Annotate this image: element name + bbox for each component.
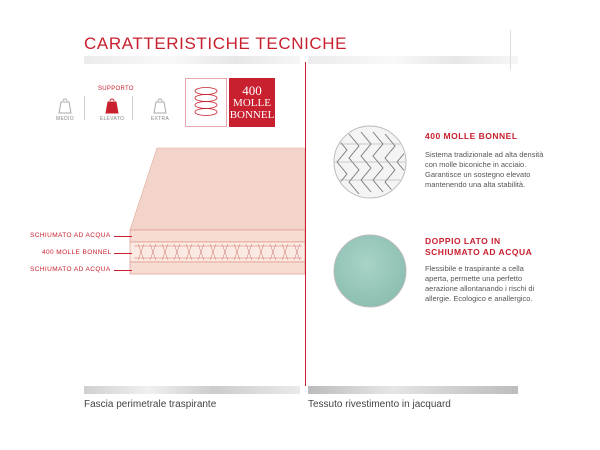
divider [132,96,133,120]
decorative-strip [308,56,518,64]
foam-layer-bottom [130,262,305,274]
feature-title-foam [425,236,532,258]
section-divider [305,62,306,386]
support-option-extra[interactable]: EXTRA [150,116,170,122]
molle-bonnel-badge [229,78,275,127]
spring-closeup-image [332,124,408,200]
feature-line: Sistema tradizionale ad alta densità [425,150,544,159]
badge-line1: MOLLE [233,97,271,109]
leader-line [114,236,132,237]
coil-spring-box [185,78,227,127]
divider [510,30,511,70]
layer-label-bottom: SCHIUMATO AD ACQUA [30,266,111,273]
page-title: CARATTERISTICHE TECNICHE [84,34,348,53]
mattress-cross-section [100,140,310,280]
weight-icon-medio[interactable] [57,96,73,114]
spring-layer [130,242,305,262]
support-label: SUPPORTO [98,86,134,92]
feature-line: aerazione allontanando i rischi di [425,284,535,293]
badge-number: 400 [242,83,262,98]
layer-label-top: SCHIUMATO AD ACQUA [30,232,111,239]
decorative-strip [84,56,300,64]
feature-line: mantenendo una alta stabilità. [425,180,526,189]
feature-line: aperta, permette una perfetto [425,274,523,283]
feature-line: Garantisce un sostegno elevato [425,170,531,179]
feature-line: con molle biconiche in acciaio. [425,160,527,169]
coil-spring-icon [186,79,226,126]
mattress-top-surface [130,148,305,230]
foam-closeup-image [332,233,408,309]
fabric-strip-right [308,386,518,394]
leader-line [114,253,132,254]
fabric-strip-left [84,386,300,394]
feature-line: Flessibile e traspirante a cella [425,264,524,273]
feature-title-springs: 400 MOLLE BONNEL [425,131,518,141]
support-option-medio[interactable]: MEDIO [56,116,74,122]
feature-title-line: SCHIUMATO AD ACQUA [425,247,533,257]
foam-layer-top [130,230,305,242]
badge-line2: BONNEL [229,109,275,121]
feature-title-line: DOPPIO LATO IN [425,236,501,246]
weight-icon-extra[interactable] [152,96,168,114]
divider [84,96,85,120]
caption-right: Tessuto rivestimento in jacquard [308,399,451,410]
leader-line [114,270,132,271]
support-option-elevato[interactable]: ELEVATO [99,116,125,122]
feature-line: allergie. Ecologico e anallergico. [425,294,533,303]
feature-desc-springs [425,150,585,190]
weight-icon-elevato[interactable] [104,96,120,114]
feature-desc-foam [425,264,585,304]
caption-left: Fascia perimetrale traspirante [84,399,217,410]
layer-label-springs: 400 MOLLE BONNEL [42,249,112,256]
